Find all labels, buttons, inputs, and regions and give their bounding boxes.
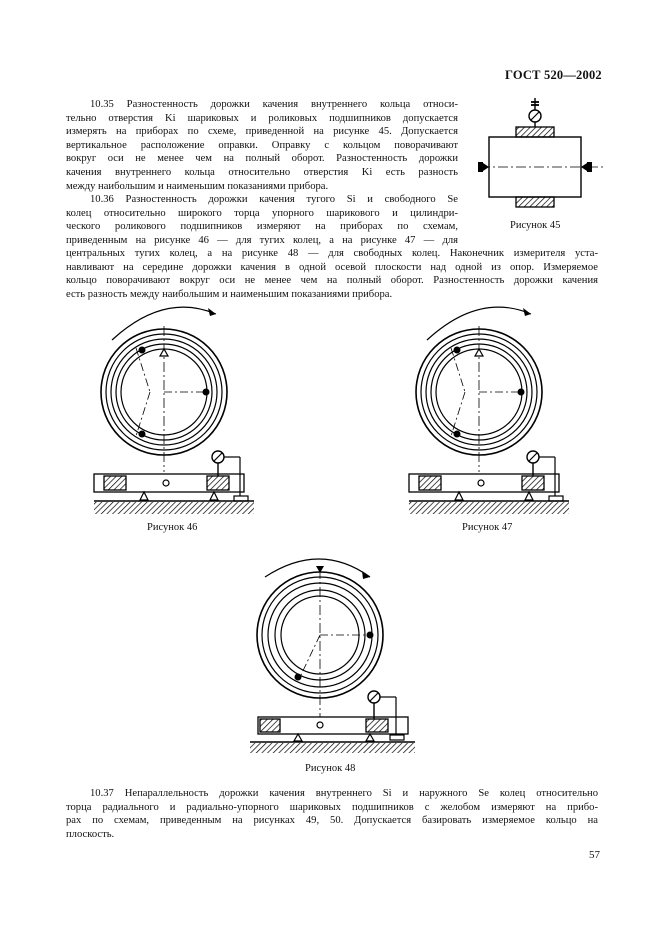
document-header: ГОСТ 520—2002 <box>505 68 602 82</box>
figure-47-caption: Рисунок 47 <box>462 522 513 533</box>
text-line: торца радиального и радиально-упорного шариковых подшипников с желобом измеряют на прибо- <box>66 801 598 813</box>
text-line: колец относительно широкого торца упорного шарикового и цилиндри- <box>66 207 458 219</box>
ring-top <box>516 127 554 137</box>
center-left-icon <box>478 162 489 172</box>
text-line: качения внутреннего кольца относительно отверстия Ki есть разность <box>66 166 458 178</box>
text-line: навливают на середине дорожки качения в одной осевой плоскости над одной из опор. Измеряемое <box>66 261 598 273</box>
figure-45-diagram <box>476 96 616 214</box>
dial-gauge-icon <box>529 98 541 127</box>
page-number: 57 <box>589 849 600 861</box>
text-line: рах по схемам, приведенным на рисунках 49, 50. Допускается базировать измеряемое кольцо на <box>66 815 598 827</box>
text-line: 10.35 Разностенность дорожки качения внутреннего кольца относи- <box>90 99 458 110</box>
text-line: между наибольшим и наименьшим показаниями прибора. <box>66 180 329 192</box>
figure-46-diagram <box>94 300 264 515</box>
text-line: 10.37 Непараллельность дорожки качения внутреннего Si и наружного Se колец относительно <box>90 788 598 799</box>
paragraph-10-35 <box>66 98 458 193</box>
figure-46-caption: Рисунок 46 <box>147 522 198 533</box>
text-line: вокруг оси не менее чем на полный оборот. Разностенность дорожки <box>66 153 458 165</box>
text-line: тельно отверстия Ki шариковых и роликовых подшипников допускается <box>66 112 458 124</box>
paragraph-10-36-cont <box>66 247 598 301</box>
text-line: центральных тугих колец, а на рисунке 48 — для свободных колец. Наконечник измерителя уста- <box>66 248 598 259</box>
paragraph-10-36-start <box>66 193 458 247</box>
text-line: 10.36 Разностенность дорожки качения тугого Si и свободного Se <box>90 194 458 205</box>
center-right-icon <box>581 162 592 172</box>
figure-48-diagram <box>250 555 420 755</box>
figure-45-caption: Рисунок 45 <box>510 220 561 231</box>
text-line: ческого роликового подшипников измеряют на приборах по схемам, <box>66 221 458 233</box>
text-line: вертикальное расположение оправки. Оправку с кольцом поворачивают <box>66 139 458 151</box>
text-line: плоскость. <box>66 828 115 840</box>
text-line: приведенным на рисунке 46 — для тугих колец, а на рисунке 47 — для <box>66 234 458 246</box>
paragraph-10-37 <box>66 787 598 841</box>
text-line: кольцо поворачивают вокруг оси не менее чем на полный оборот. Разностенность дорожки качения <box>66 275 598 287</box>
text-line: измерять на приборах по схеме, приведенной на рисунке 45. Допускается <box>66 126 458 138</box>
figure-48-caption: Рисунок 48 <box>305 763 356 774</box>
figure-47-diagram <box>409 300 579 515</box>
ring-bottom <box>516 197 554 207</box>
text-line: есть разность между наибольшим и наименьшим показаниями прибора. <box>66 288 393 300</box>
